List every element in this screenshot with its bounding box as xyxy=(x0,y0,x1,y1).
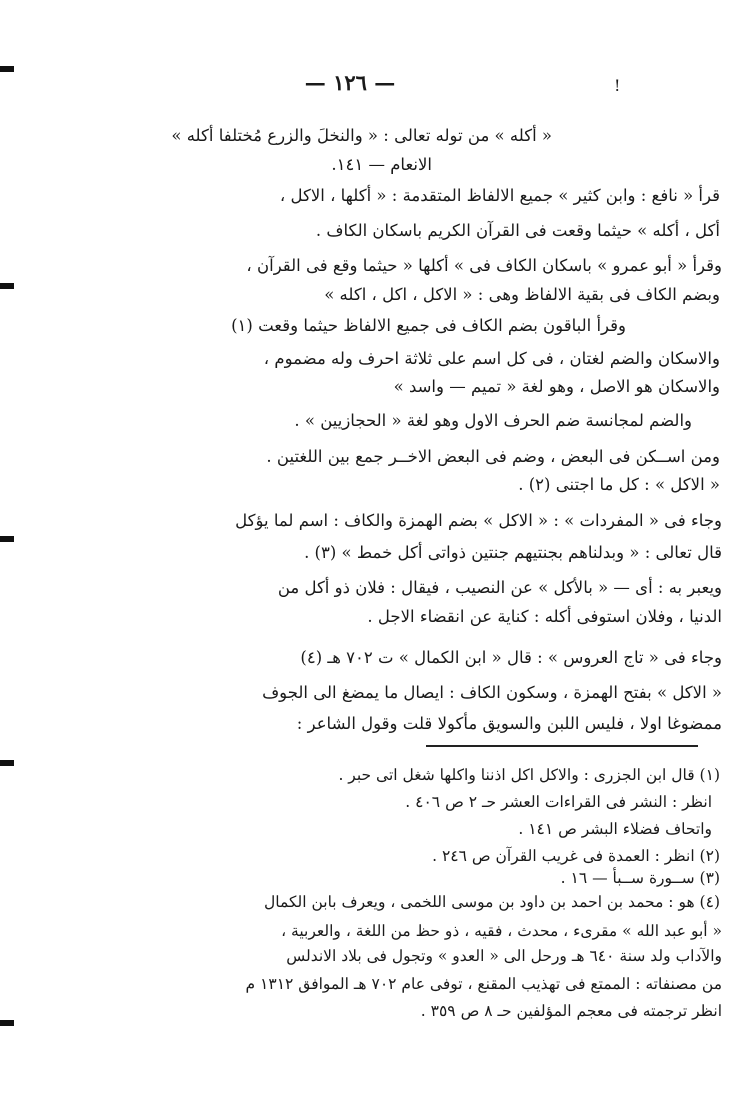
body-line: الانعام — ١٤١. xyxy=(331,155,432,174)
body-line: قرأ « نافع : وابن كثير » جميع الالفاظ المتقدمة : « أكلها ، الاكل ، xyxy=(279,186,720,205)
body-line: وقرأ الباقون بضم الكاف فى جميع الالفاظ حيثما وقعت (١) xyxy=(231,316,626,335)
body-line: والاسكان والضم لغتان ، فى كل اسم على ثلاثة احرف وله مضموم ، xyxy=(263,349,720,368)
body-line: أكل ، أكله » حيثما وقعت فى القرآن الكريم باسكان الكاف . xyxy=(315,221,720,240)
body-line: وجاء فى « تاج العروس » : قال « ابن الكمال » ت ٧٠٢ هـ (٤) xyxy=(300,648,722,667)
body-line: وقرأ « أبو عمرو » باسكان الكاف فى » أكلها « حيثما وقع فى القرآن ، xyxy=(246,256,722,275)
footnote-line: (٣) ســورة ســبأ — ١٦ . xyxy=(560,869,720,887)
body-line: « أكله » من توله تعالى : « والنخلَ والزرع مُختلفا أكله » xyxy=(171,126,552,145)
footnote-line: (١) قال ابن الجزرى : والاكل اكل اذننا واكلها شغل اتى حبر . xyxy=(338,766,720,784)
footnote-line: من مصنفاته : الممتع فى تهذيب المقنع ، توفى عام ٧٠٢ هـ الموافق ١٣١٢ م xyxy=(245,975,722,993)
footnote-line: « أبو عبد الله » مقرىء ، محدث ، فقيه ، ذو حظ من اللغة ، والعربية ، xyxy=(281,922,722,940)
body-line: والاسكان هو الاصل ، وهو لغة « تميم — واسد » xyxy=(393,377,720,396)
body-line: وجاء فى « المفردات » : « الاكل » بضم الهمزة والكاف : اسم لما يؤكل xyxy=(235,511,722,530)
footnote-line: (٤) هو : محمد بن احمد بن داود بن موسى اللخمى ، ويعرف بابن الكمال xyxy=(264,893,720,911)
corner-mark: ! xyxy=(614,76,621,95)
body-line: « الاكل » بفتح الهمزة ، وسكون الكاف : ايصال ما يمضغ الى الجوف xyxy=(262,683,722,702)
body-line: ومن اســكن فى البعض ، وضم فى البعض الاخــر جمع بين اللغتين . xyxy=(266,447,720,466)
footnote-line: انظر ترجمته فى معجم المؤلفين حـ ٨ ص ٣٥٩ . xyxy=(420,1002,722,1020)
footnote-line: واتحاف فضلاء البشر ص ١٤١ . xyxy=(518,820,712,838)
body-line: والضم لمجانسة ضم الحرف الاول وهو لغة « الحجازيين » . xyxy=(294,411,692,430)
footnote-line: والآداب ولد سنة ٦٤٠ هـ ورحل الى « العدو » وتجول فى بلاد الاندلس xyxy=(286,947,722,965)
body-line: ممضوغا اولا ، فليس اللبن والسويق مأكولا قلت وقول الشاعر : xyxy=(296,714,722,733)
binding-hole-mark xyxy=(0,536,14,542)
body-line: الدنيا ، وفلان استوفى أكله : كناية عن انقضاء الاجل . xyxy=(367,607,722,626)
binding-hole-mark xyxy=(0,760,14,766)
footnote-line: (٢) انظر : العمدة فى غريب القرآن ص ٢٤٦ . xyxy=(432,847,720,865)
footnote-divider xyxy=(426,745,698,747)
body-line: ويعبر به : أى — « بالأكل » عن النصيب ، فيقال : فلان ذو أكل من xyxy=(277,578,722,597)
body-line: قال تعالى : « وبدلناهم بجنتيهم جنتين ذواتى أكل خمط » (٣) . xyxy=(304,543,722,562)
footnote-line: انظر : النشر فى القراءات العشر حـ ٢ ص ٤٠٦ . xyxy=(405,793,712,811)
body-line: وبضم الكاف فى بقية الالفاظ وهى : « الاكل ، اكل ، اكله » xyxy=(324,285,720,304)
body-line: « الاكل » : كل ما اجتنى (٢) . xyxy=(518,475,720,494)
binding-hole-mark xyxy=(0,283,14,289)
binding-hole-mark xyxy=(0,1020,14,1026)
page-number: — ١٢٦ — xyxy=(304,70,396,95)
binding-hole-mark xyxy=(0,66,14,72)
